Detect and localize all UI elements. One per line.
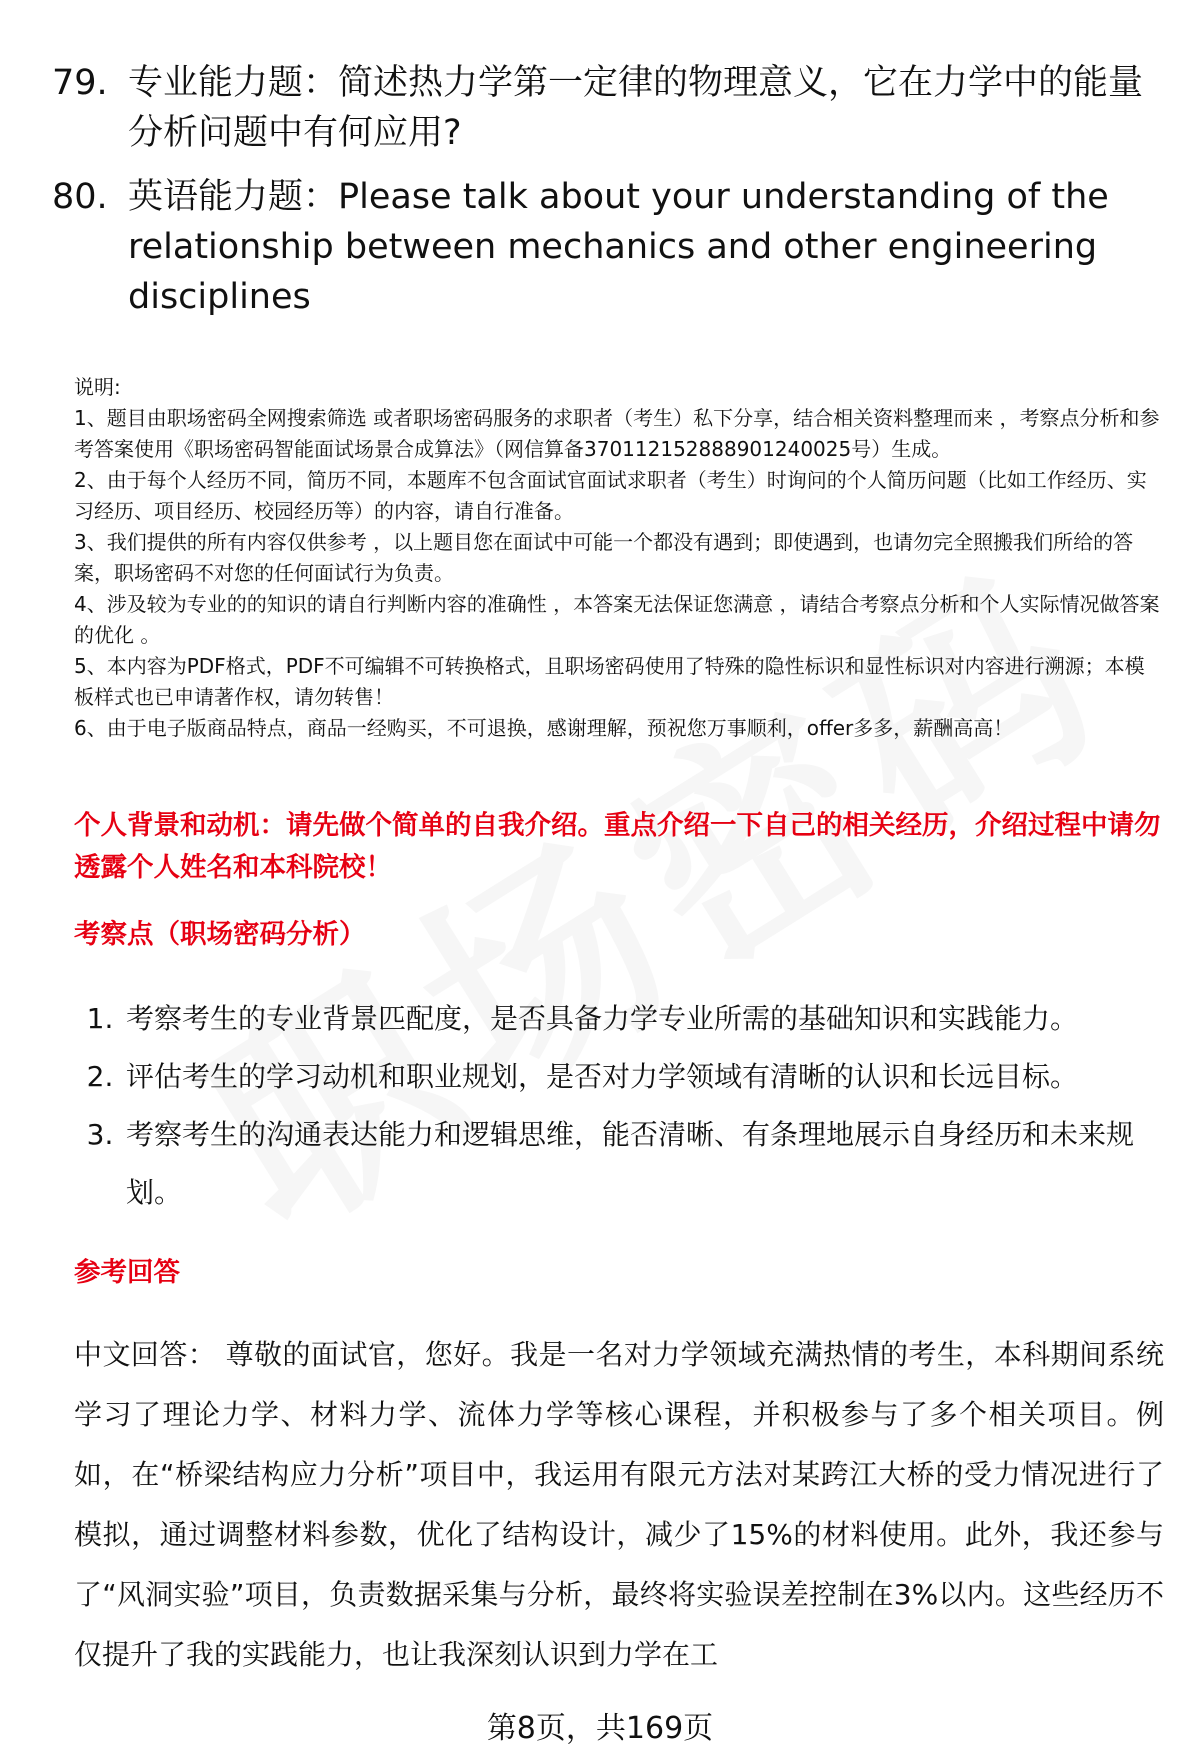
answer-text: 中文回答： 尊敬的面试官，您好。我是一名对力学领域充满热情的考生，本科期间系统学习了理论力学、材料力学、流体力学等核心课程，并积极参与了多个相关项目。例如，在“桥梁结构应力分析”项目中，我运用有限元方法对某跨江大桥的受力情况进行了模拟，通过调整材料参数，优化了结构设计，减少了15%的材料使用。此外，我还参与了“风洞实验”项目，负责数据采集与分析，最终将实验误差控制在3%以内。这些经历不仅提升了我的实践能力，也让我深刻认识到力学在工: [74, 1338, 1164, 1671]
question-79: [52, 58, 1152, 158]
list-item: [74, 1106, 1164, 1222]
notice-section: [74, 372, 1164, 744]
question-80: [52, 172, 1152, 322]
point-number: 1.: [86, 1002, 114, 1035]
notice-item: 2、由于每个人经历不同，简历不同，本题库不包含面试官面试求职者（考生）时询问的个人简历问题（比如工作经历、实习经历、项目经历、校园经历等）的内容，请自行准备。: [74, 468, 1147, 523]
notice-item: 3、我们提供的所有内容仅供参考 ，以上题目您在面试中可能一个都没有遇到；即使遇到，也请勿完全照搬我们所给的答案，职场密码不对您的任何面试行为负责。: [74, 530, 1134, 585]
page-number: 第8页，共169页: [486, 1711, 714, 1746]
notice-item: 4、涉及较为专业的的知识的请自行判断内容的准确性 ，本答案无法保证您满意 ，请结合考察点分析和个人实际情况做答案的优化 。: [74, 592, 1160, 647]
point-text: 考察考生的沟通表达能力和逻辑思维，能否清晰、有条理地展示自身经历和未来规划。: [126, 1118, 1135, 1209]
list-item: [74, 1048, 1164, 1106]
notice-item: 5、本内容为PDF格式，PDF不可编辑不可转换格式，且职场密码使用了特殊的隐性标识和显性标识对内容进行溯源；本模板样式也已申请著作权，请勿转售！: [74, 654, 1145, 709]
point-text: 考察考生的专业背景匹配度，是否具备力学专业所需的基础知识和实践能力。: [126, 1002, 1079, 1035]
list-item: [74, 990, 1164, 1048]
point-number: 3.: [86, 1118, 114, 1151]
answer-title: 参考回答: [74, 1257, 180, 1288]
question-number: 80.: [52, 177, 108, 217]
notice-item: 6、由于电子版商品特点，商品一经购买，不可退换，感谢理解，预祝您万事顺利，offer多多，薪酬高高！: [74, 716, 1014, 740]
point-text: 评估考生的学习动机和职业规划，是否对力学领域有清晰的认识和长远目标。: [126, 1060, 1079, 1093]
question-text: 英语能力题：Please talk about your understanding of the relationship between mechanics and other engineering disciplines: [128, 177, 1109, 317]
question-text: 专业能力题：简述热力学第一定律的物理意义，它在力学中的能量分析问题中有何应用?: [128, 63, 1144, 153]
notice-item: 1、题目由职场密码全网搜索筛选 或者职场密码服务的求职者（考生）私下分享，结合相关资料整理而来 ，考察点分析和参考答案使用《职场密码智能面试场景合成算法》（网信算备370112152888901240025号）生成。: [74, 406, 1160, 461]
analysis-points: [74, 990, 1164, 1222]
question-number: 79.: [52, 63, 108, 103]
motive-question: 个人背景和动机：请先做个简单的自我介绍。重点介绍一下自己的相关经历，介绍过程中请勿透露个人姓名和本科院校！: [74, 810, 1161, 883]
point-number: 2.: [86, 1060, 114, 1093]
analysis-title: 考察点（职场密码分析）: [74, 919, 366, 950]
notice-title: 说明:: [74, 375, 121, 399]
